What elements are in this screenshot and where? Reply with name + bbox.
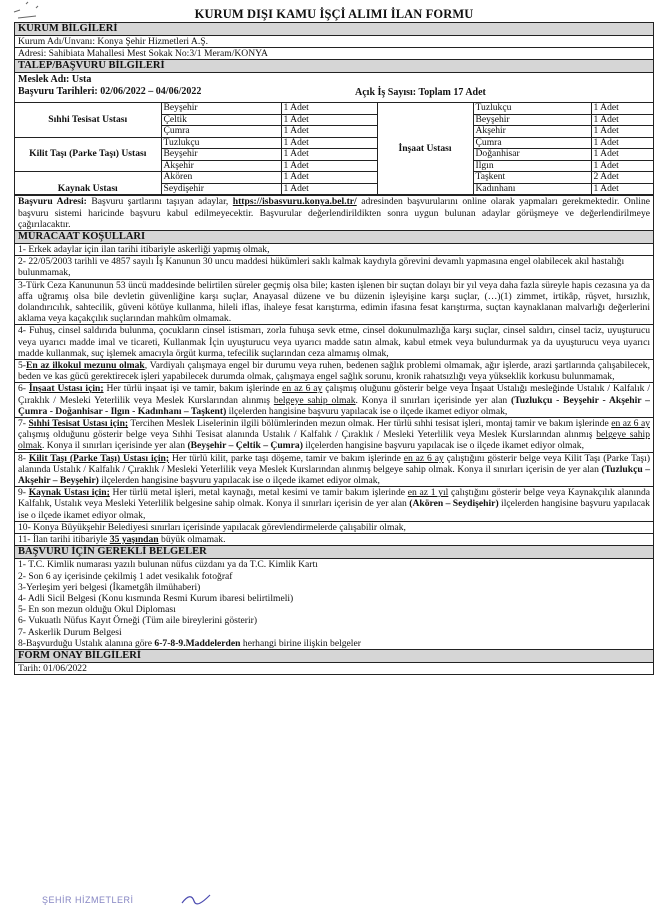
count-cell: 1 Adet <box>591 137 653 149</box>
condition-5 <box>15 359 653 382</box>
condition-7-belge: belgeye sahip olmak <box>18 429 650 452</box>
condition-9-num: 9- <box>18 487 29 499</box>
district-cell: Doğanhisar <box>473 149 591 161</box>
district-cell: Beyşehir <box>161 149 281 161</box>
condition-7-title: Sıhhi Tesisat Ustası için; <box>28 418 129 430</box>
condition-11-text: 11- İlan tarihi itibariyle <box>18 534 110 546</box>
list-item: 2- Son 6 ay içerisinde çekilmiş 1 adet vesikalık fotoğraf <box>18 570 233 582</box>
document-list <box>15 558 653 649</box>
condition-9-text: Her türlü metal işleri, metal kaynağı, metal kesimi ve tamir bakım işlerinde <box>109 487 408 499</box>
condition-6-num: 6- <box>18 383 29 395</box>
condition-6-duration: en az 6 ay <box>282 383 323 395</box>
count-cell: 1 Adet <box>591 149 653 161</box>
condition-7-text-4: ilçelerden hangisine başvuru yapılacak ise o ilçede ikamet ediyor olmak, <box>302 440 584 452</box>
condition-9 <box>15 486 653 521</box>
district-cell: Beyşehir <box>473 114 591 126</box>
table-row <box>15 137 653 149</box>
job-kaynak: Kaynak Ustası <box>15 172 161 195</box>
list-item <box>18 638 650 649</box>
condition-8-num: 8- <box>18 452 29 464</box>
list-item: 4- Adli Sicil Belgesi (Konu kısmında Resmi Kurum ibaresi belirtilmeli) <box>18 592 294 604</box>
count-cell: 1 Adet <box>591 126 653 138</box>
condition-8 <box>15 452 653 487</box>
condition-8-text-2: çalıştığını gösterir belge veya Kilit Taşı (Parke Taşı) alanında Ustalık / Kalfalık / Çıraklık / Mesleki Yeterlilik veya Meslek Kurslarından alınmış belgeye sahip olmak. Konya il sınırları içerisin de yer alan <box>18 452 651 475</box>
list-item: 7- Askerlik Durum Belgesi <box>18 626 122 638</box>
condition-2: 2- 22/05/2003 tarihli ve 4857 sayılı İş Kanunun 30 uncu maddesi hükümleri saklı kalmak kaydıyla görevini devamlı yapmasına engel olabilecek akıl hastalığı bulunmamak, <box>15 255 653 278</box>
count-cell: 1 Adet <box>591 183 653 195</box>
condition-9-duration: en az 1 yıl <box>407 487 449 499</box>
kurum-name: Kurum Adı/Unvanı: Konya Şehir Hizmetleri A.Ş. <box>15 35 653 47</box>
condition-7-districts: (Beyşehir – Çeltik – Çumra) <box>187 440 303 452</box>
basvuru-adresi-text: Başvuru şartlarını taşıyan adaylar, <box>86 196 233 208</box>
section-header-kurum: KURUM BİLGİLERİ <box>15 23 653 35</box>
count-cell: 1 Adet <box>281 103 377 115</box>
section-header-muracaat: MÜRACAAT KOŞULLARI <box>15 230 653 243</box>
condition-6-title: İnşaat Ustası için; <box>28 383 104 395</box>
condition-6-text: Her türlü inşaat işi ve tamir, bakım işlerinde <box>103 383 283 395</box>
condition-9-title: Kaynak Ustası için; <box>28 487 110 499</box>
condition-3: 3-Türk Ceza Kanununun 53 üncü maddesinde belirtilen süreler geçmiş olsa bile; kasten işlenen bir suçtan dolayı bir yıl veya daha fazla süreyle hapis cezasına ya da affa uğramış olsa bile devletin güvenliğine karşı suçlar, Anayasal düzene ve bu düzenin işleyişine karşı suçlar, (…)(1) zimmet, irtikâp, rüşvet, hırsızlık, dolandırıcılık, sahtecilik, güveni kötüye kullanma, hileli iflas, ihaleye fesat karıştırma, edimin ifasına fesat karıştırma, suçtan kaynaklanan malvarlığı değerlerini aklama veya kaçakçılık suçlarından mahkûm olmamak. <box>15 279 653 325</box>
list-item-text: 8-Başvurduğu Ustalık alanına göre <box>18 637 155 649</box>
form-page <box>14 6 654 675</box>
condition-8-districts: (Tuzlukçu – Akşehir – Beyşehir) <box>18 463 651 487</box>
form-frame <box>14 22 654 675</box>
condition-7-text: Tercihen Meslek Liselerinin ilgili bölümlerinden mezun olmak. Her türlü sıhhi tesisat işleri, montaj tamir ve bakım işlerinde <box>128 418 612 430</box>
list-item-text-2: herhangi birine ilişkin belgeler <box>240 637 361 649</box>
condition-6-districts: (Tuzlukçu - Beyşehir - Akşehir – Çumra - Doğanhisar - Ilgın - Kadınhanı – Taşkent) <box>18 394 650 417</box>
acik-is-sayisi: Açık İş Sayısı: Toplam 17 Adet <box>355 87 486 99</box>
condition-7-num: 7- <box>18 418 29 430</box>
district-cell: Akören <box>161 172 281 184</box>
basvuru-adresi-text-2: adresinden başvurularını online olarak yapmaları gerekmektedir. Online başvuru sistemi haricinde başvuru kabul edilmeyecektir. Başvurular değerlendirildikten sonra uygun bulunan adaylar görüşmeye ve değerlendirilmeye çağırılacaktır. <box>18 196 651 230</box>
condition-5-highlight: En az ilkokul mezunu olmak <box>26 360 145 372</box>
count-cell: 1 Adet <box>281 126 377 138</box>
job-insaat: İnşaat Ustası <box>377 103 473 195</box>
district-cell: Beyşehir <box>161 103 281 115</box>
count-cell: 1 Adet <box>281 160 377 172</box>
condition-8-text-3: ilçelerden hangisine başvuru yapılacak ise o ilçede ikamet ediyor olmak, <box>98 475 380 487</box>
job-sihhi-tesisat: Sıhhi Tesisat Ustası <box>15 103 161 138</box>
count-cell: 1 Adet <box>281 183 377 195</box>
condition-5-num: 5- <box>18 360 26 372</box>
condition-4: 4- Fuhuş, cinsel saldırıda bulunma, çocukların cinsel istismarı, zorla fuhuşa sevk etme, cinsel dokunulmazlığa karşı suçlar, cinsel saldırı, cinsel taciz, uyuşturucu veya uyarıcı madde imal ve ticareti, Kullanmak İçin uyuşturucu veya uyarıcı madde satın almak, kabul etmek veya bulundurmak ya da uyuşturucu veya uyarıcı madde kullanmak, suç işlemek amacıyla örgüt kurma, tefecilik suçlarından ceza almamış olmak, <box>15 324 653 359</box>
district-cell: Ilgın <box>473 160 591 172</box>
district-cell: Kadınhanı <box>473 183 591 195</box>
count-cell: 1 Adet <box>281 137 377 149</box>
section-header-talep: TALEP/BAŞVURU BİLGİLERİ <box>15 59 653 72</box>
section-header-belgeler: BAŞVURU İÇİN GEREKLİ BELGELER <box>15 545 653 558</box>
list-item: 1- T.C. Kimlik numarası yazılı bulunan nüfus cüzdanı ya da T.C. Kimlik Kartı <box>18 559 318 571</box>
condition-9-districts: (Akören – Seydişehir) <box>409 498 499 510</box>
application-url-link[interactable]: https://isbasvuru.konya.bel.tr/ <box>232 196 357 208</box>
condition-5-text: , Vardiyalı çalışmaya engel bir durumu veya ruhen, bedenen sağlık problemi olmamak, ağır işlerde, arazi şartlarında çalışabilecek, beden ve kas gücü gerektirecek işleri yapabilecek durumda olmak, çalışmaya engel sağlık sorunu, kronik rahatsızlığı veya yükseklik korkusu bulunmamak, <box>18 360 650 383</box>
count-cell: 2 Adet <box>591 172 653 184</box>
condition-10: 10- Konya Büyükşehir Belediyesi sınırları içerisinde yapılacak görevlendirmelerde çalışabilir olmak, <box>15 521 653 533</box>
condition-11-text-2: büyük olmamak. <box>158 534 226 546</box>
district-cell: Tuzlukçu <box>161 137 281 149</box>
district-cell: Akşehir <box>473 126 591 138</box>
basvuru-adresi-label: Başvuru Adresi: <box>18 196 87 208</box>
district-cell: Akşehir <box>161 160 281 172</box>
condition-6-text-4: ilçelerden hangisine başvuru yapılacak ise o ilçede ikamet ediyor olmak, <box>226 405 508 417</box>
condition-11 <box>15 533 653 545</box>
condition-7-duration: en az 6 ay <box>611 418 650 430</box>
table-row <box>15 172 653 184</box>
condition-8-title: Kilit Taşı (Parke Taşı) Ustası için; <box>28 452 170 464</box>
count-cell: 1 Adet <box>591 103 653 115</box>
list-item-bold: 6-7-8-9.Maddelerden <box>154 637 241 649</box>
form-title: KURUM DIŞI KAMU İŞÇİ ALIMI İLAN FORMU <box>194 7 474 21</box>
condition-11-age: 35 yaşından <box>109 534 159 546</box>
seal-stamp: ŞEHİR HİZMETLERİ <box>42 895 134 905</box>
condition-6-text-2: çalışmış oluğunu gösterir belge veya İnşaat Ustalığı mesleğinde Ustalık / Kalfalık / Çıraklık / Mesleki Yeterlilik veya Meslek Kurslarından alınmış <box>18 383 651 406</box>
condition-6-belge: belgeye sahip olmak <box>273 394 356 406</box>
condition-8-text: Her türlü kilit, parke taşı döşeme, tamir ve bakım işlerinde <box>169 452 404 464</box>
list-item: 5- En son mezun olduğu Okul Diploması <box>18 604 176 616</box>
condition-7 <box>15 417 653 452</box>
district-cell: Seydişehir <box>161 183 281 195</box>
count-cell: 1 Adet <box>591 114 653 126</box>
table-row <box>15 103 653 115</box>
count-cell: 1 Adet <box>281 149 377 161</box>
condition-9-text-2: çalıştığını gösterir belge veya Kaynakçılık alanında Kalfalık, Ustalık veya Mesleki Yeterlilik belgesine sahip olmak. Konya il sınırları içerisin de yer alan <box>18 487 651 510</box>
condition-6 <box>15 382 653 417</box>
kurum-address: Adresi: Sahibiata Mahallesi Mest Sokak No:3/1 Meram/KONYA <box>15 47 653 59</box>
signature-mark <box>180 893 212 905</box>
condition-7-text-3: . Konya il sınırları içerisinde yer alan <box>41 440 188 452</box>
count-cell: 1 Adet <box>281 172 377 184</box>
condition-8-duration: en az 6 ay <box>403 452 444 464</box>
district-cell: Tuzlukçu <box>473 103 591 115</box>
section-header-onay: FORM ONAY BİLGİLERİ <box>15 649 653 662</box>
onay-tarih: Tarih: 01/06/2022 <box>15 662 653 674</box>
district-cell: Çumra <box>473 137 591 149</box>
count-cell: 1 Adet <box>591 160 653 172</box>
talep-meta <box>15 72 653 102</box>
list-item: 3-Yerleşim yeri belgesi (İkametgâh ilmühaberi) <box>18 581 201 593</box>
district-cell: Çumra <box>161 126 281 138</box>
list-item: 6- Vukuatlı Nüfus Kayıt Örneği (Tüm aile bireylerini gösterir) <box>18 615 258 627</box>
positions-table <box>15 102 653 195</box>
condition-1: 1- Erkek adaylar için ilan tarihi itibariyle askerliği yapmış olmak, <box>15 243 653 255</box>
district-cell: Taşkent <box>473 172 591 184</box>
condition-7-text-2: çalışmış olduğunu gösterir belge veya Sıhhi Tesisat alanında Ustalık / Kalfalık / Çıraklık / Mesleki Yeterlilik veya Meslek Kurslarından alınmış <box>18 429 597 441</box>
job-kilit-tasi: Kilit Taşı (Parke Taşı) Ustası <box>15 137 161 172</box>
district-cell: Çeltik <box>161 114 281 126</box>
meslek-adi: Meslek Adı: Usta <box>18 74 92 86</box>
basvuru-tarihleri: Başvuru Tarihleri: 02/06/2022 – 04/06/2022 <box>18 86 202 98</box>
condition-9-text-3: ilçelerden hangisine başvuru yapılacak ise o ilçede ikamet ediyor olmak, <box>18 498 650 521</box>
count-cell: 1 Adet <box>281 114 377 126</box>
basvuru-adresi-block <box>15 195 653 230</box>
condition-6-text-3: . Konya il sınırları içerisinde yer alan <box>355 394 512 406</box>
